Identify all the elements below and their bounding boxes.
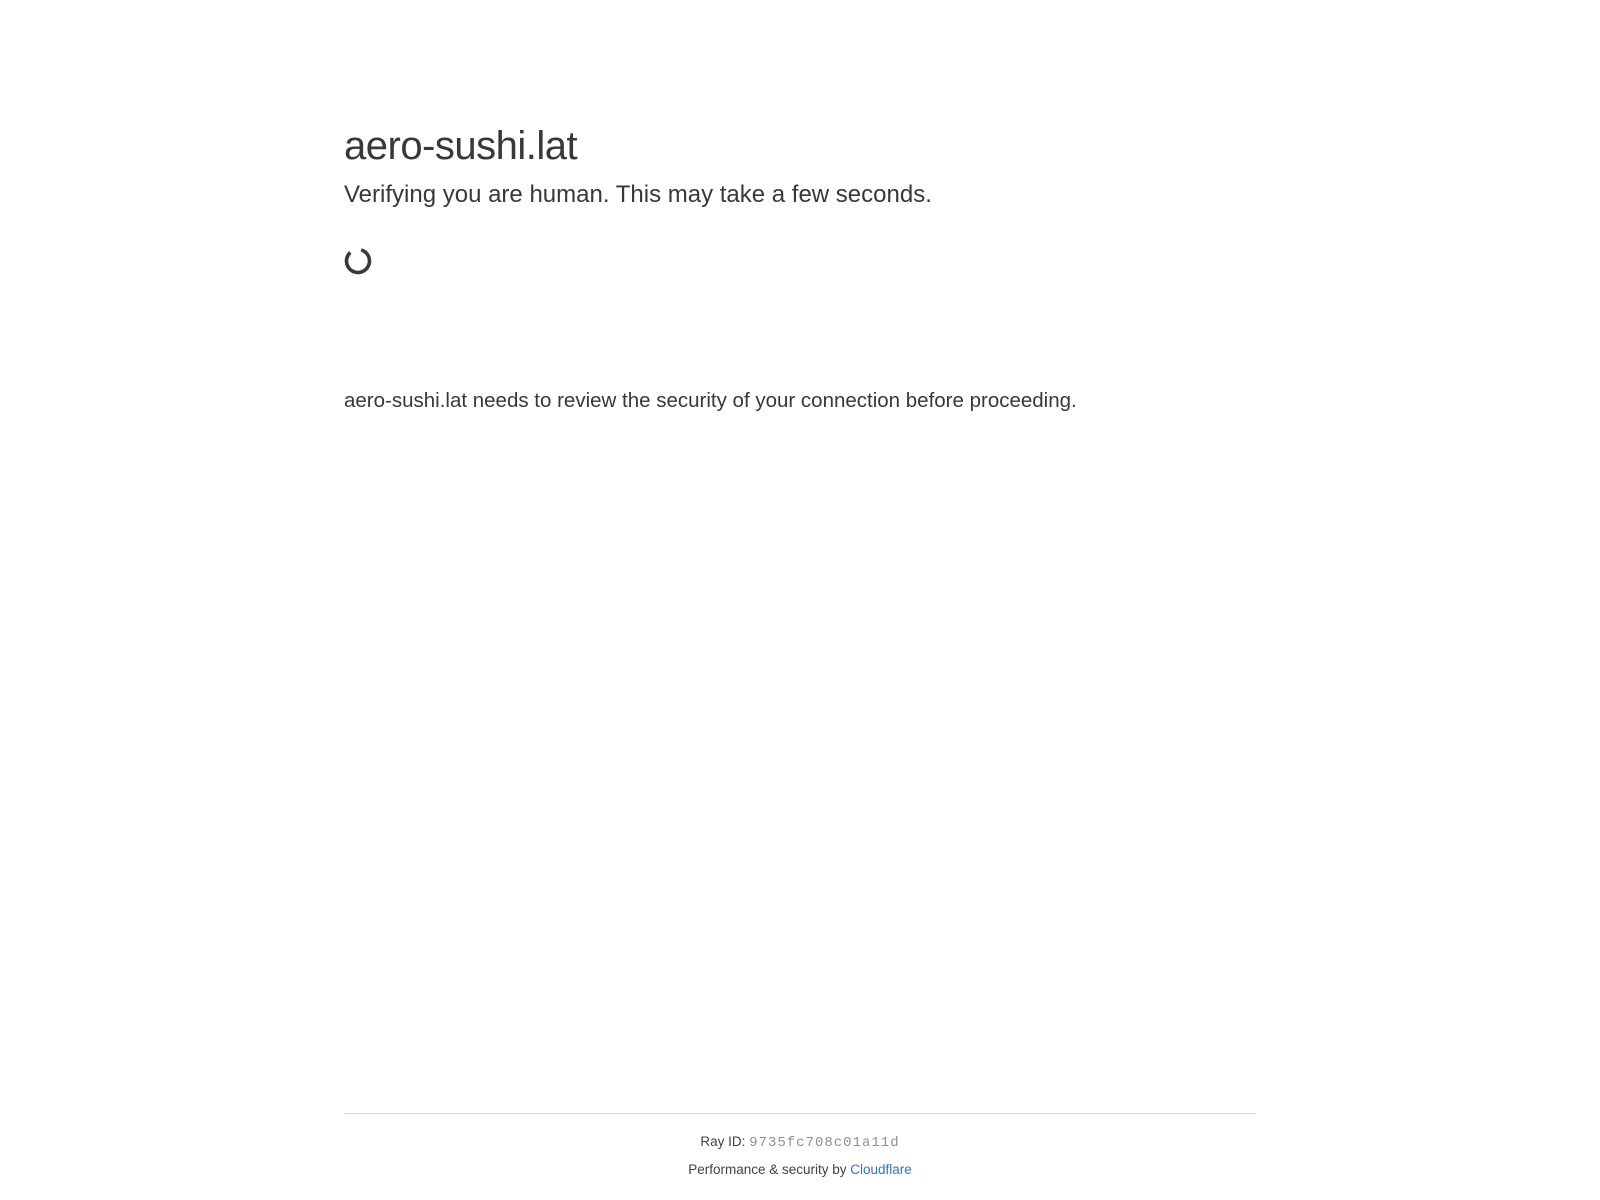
ray-id-label: Ray ID: — [700, 1134, 746, 1149]
security-review-message: aero-sushi.lat needs to review the security of your connection before proceeding. — [344, 389, 1077, 412]
spinner-container — [344, 247, 1256, 275]
main-content — [344, 0, 1256, 1113]
verification-status-text: Verifying you are human. This may take a few seconds. — [344, 181, 932, 208]
ray-id-value: 9735fc708c01a11d — [749, 1135, 900, 1151]
cloudflare-link[interactable]: Cloudflare — [850, 1162, 912, 1177]
loading-spinner-icon — [344, 247, 372, 275]
ray-id-line — [344, 1134, 1256, 1151]
attribution-prefix: Performance & security by — [688, 1162, 847, 1177]
attribution-line — [344, 1162, 1256, 1178]
site-title: aero-sushi.lat — [344, 124, 578, 168]
footer — [344, 1113, 1256, 1200]
